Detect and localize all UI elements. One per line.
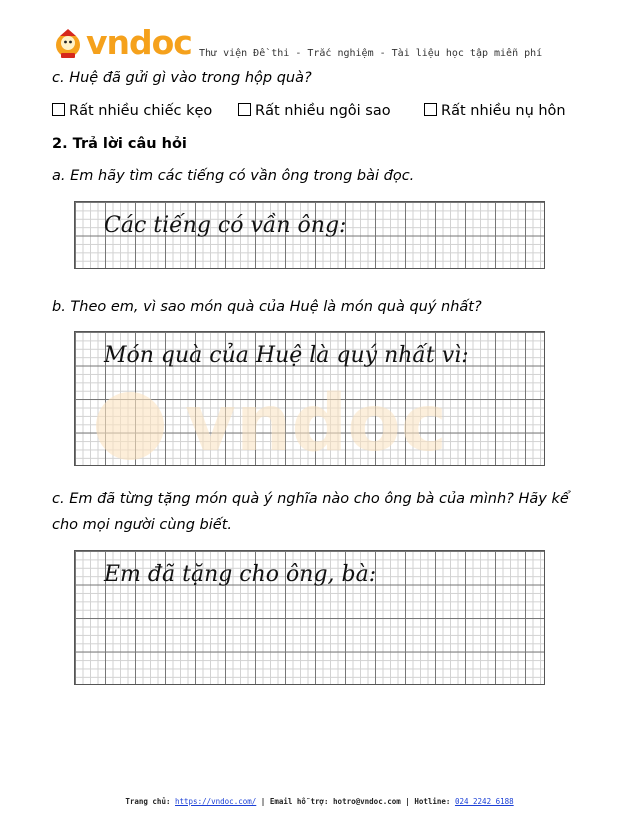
choice-3[interactable]	[424, 103, 566, 119]
footer-hotline-label: | Hotline:	[405, 797, 451, 806]
svg-text:vndoc: vndoc	[185, 379, 448, 468]
question-2a-text: a. Em hãy tìm các tiếng có vần ông trong bài đọc.	[52, 168, 415, 184]
question-2c-text-line2: cho mọi người cùng biết.	[52, 517, 232, 533]
section-2-title: 2. Trả lời câu hỏi	[52, 136, 187, 152]
page-footer	[0, 797, 639, 806]
choice-3-label: Rất nhiều nụ hôn	[441, 103, 566, 119]
choice-2-label: Rất nhiều ngôi sao	[255, 103, 391, 119]
choice-2[interactable]	[238, 103, 391, 119]
header-tagline: Thư viện Đề thi - Trắc nghiệm - Tài liệu học tập miễn phí	[199, 48, 543, 59]
footer-support-label: | Email hỗ trợ:	[260, 797, 329, 806]
question-2b-text: b. Theo em, vì sao món quà của Huệ là món quà quý nhất?	[52, 299, 482, 315]
footer-support-email[interactable]: hotro@vndoc.com	[333, 797, 401, 806]
mascot-icon	[52, 27, 86, 61]
footer-hotline[interactable]: 024 2242 6188	[454, 797, 514, 806]
brand-name: vndoc	[86, 23, 192, 62]
choice-1-label: Rất nhiều chiếc kẹo	[69, 103, 213, 119]
checkbox-icon[interactable]	[238, 103, 251, 116]
footer-home-link[interactable]: https://vndoc.com/	[175, 797, 257, 806]
handwriting-c: Em đã tặng cho ông, bà:	[104, 562, 377, 587]
question-c-text: c. Huệ đã gửi gì vào trong hộp quà?	[52, 70, 312, 86]
checkbox-icon[interactable]	[52, 103, 65, 116]
checkbox-icon[interactable]	[424, 103, 437, 116]
footer-home-label: Trang chủ:	[125, 797, 171, 806]
handwriting-b: Món quà của Huệ là quý nhất vì:	[104, 343, 469, 368]
handwriting-a: Các tiếng có vần ông:	[104, 213, 347, 238]
choice-1[interactable]	[52, 103, 212, 119]
vndoc-logo	[52, 23, 192, 62]
question-2c-text-line1: c. Em đã từng tặng món quà ý nghĩa nào cho ông bà của mình? Hãy kể	[52, 491, 569, 507]
